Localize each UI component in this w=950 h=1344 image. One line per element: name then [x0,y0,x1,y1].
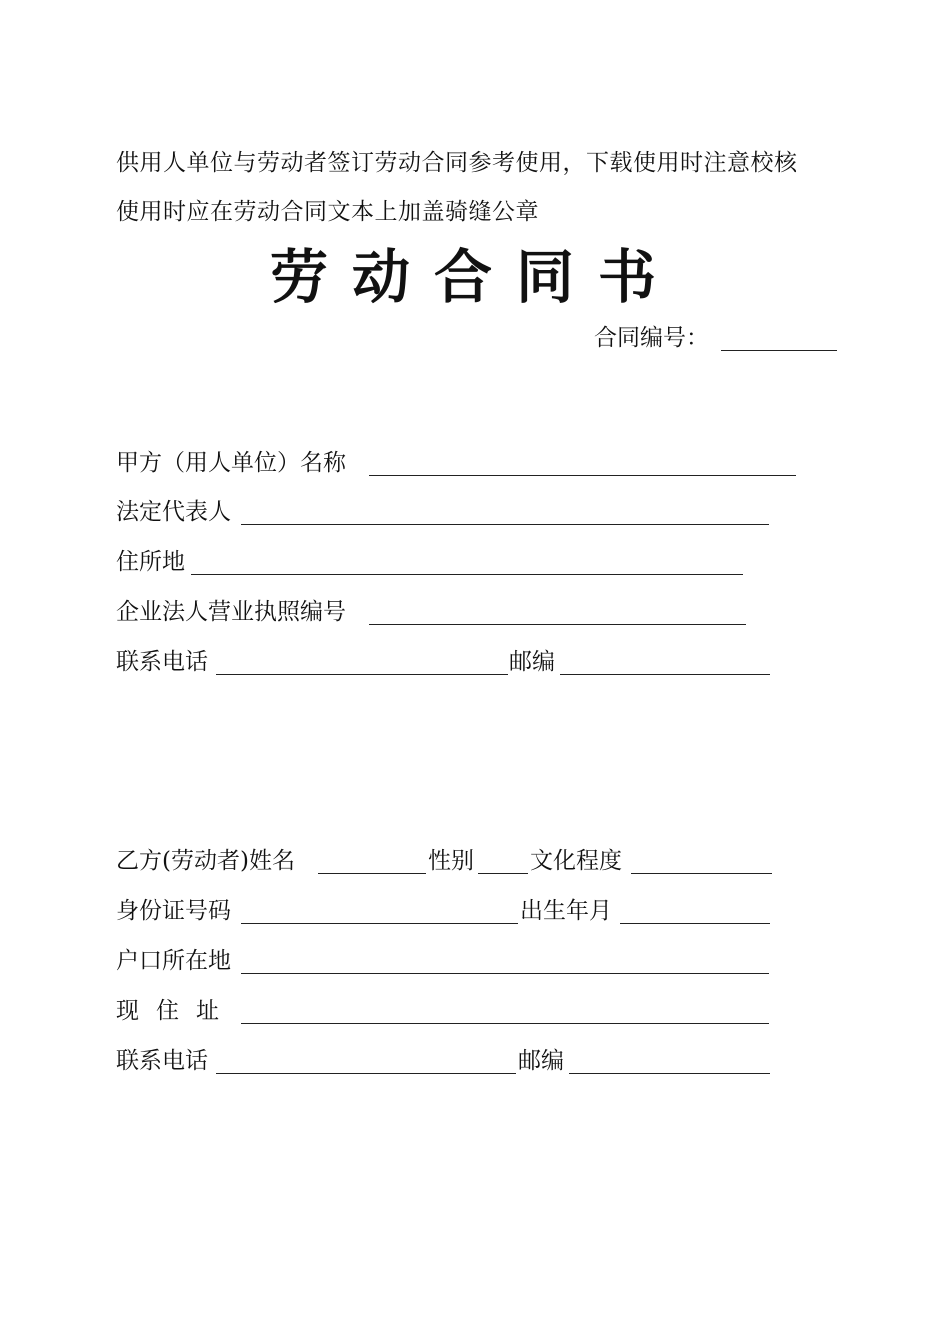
birth-date-blank[interactable] [620,923,770,924]
party-a-contact-row [116,647,776,679]
party-a-address-blank[interactable] [191,574,743,575]
current-address-label: 现住址 [116,998,236,1024]
party-a-name-label: 甲方（用人单位）名称 [116,450,346,476]
business-license-row [116,597,756,629]
party-a-postcode-blank[interactable] [560,674,770,675]
party-b-postcode-label: 邮编 [518,1048,564,1074]
hukou-label: 户口所在地 [116,948,231,974]
legal-representative-blank[interactable] [241,524,769,525]
party-a-phone-label: 联系电话 [116,649,208,675]
contract-number-blank[interactable] [721,350,837,351]
party-b-name-label: 乙方(劳动者)姓名 [116,848,295,874]
hukou-blank[interactable] [241,973,769,974]
contract-number-label: 合同编号： [594,325,709,351]
party-a-address-label: 住所地 [116,549,185,575]
contract-number-row [594,323,839,355]
usage-notice-line-1: 供用人单位与劳动者签订劳动合同参考使用，下载使用时注意校核 [116,150,798,176]
gender-label: 性别 [428,848,474,874]
id-number-label: 身份证号码 [116,898,231,924]
document-title: 劳动合同书 [269,243,680,311]
party-a-name-row [116,448,806,480]
current-address-blank[interactable] [241,1023,769,1024]
legal-representative-row [116,497,776,529]
id-number-blank[interactable] [241,923,518,924]
education-label: 文化程度 [530,848,622,874]
birth-date-label: 出生年月 [520,898,612,924]
id-number-row [116,896,776,928]
party-b-name-blank[interactable] [318,873,426,874]
business-license-label: 企业法人营业执照编号 [116,599,346,625]
party-a-phone-blank[interactable] [216,674,508,675]
party-a-address-row [116,547,756,579]
hukou-row [116,946,776,978]
gender-blank[interactable] [478,873,528,874]
party-b-contact-row [116,1046,776,1078]
party-b-postcode-blank[interactable] [569,1073,770,1074]
party-b-name-row [116,846,776,878]
party-a-postcode-label: 邮编 [509,649,555,675]
education-blank[interactable] [631,873,772,874]
legal-representative-label: 法定代表人 [116,499,231,525]
party-b-phone-blank[interactable] [216,1073,516,1074]
usage-notice-line-2: 使用时应在劳动合同文本上加盖骑缝公章 [116,199,539,225]
current-address-row [116,996,776,1028]
party-a-name-blank[interactable] [369,475,796,476]
business-license-blank[interactable] [369,624,746,625]
party-b-phone-label: 联系电话 [116,1048,208,1074]
